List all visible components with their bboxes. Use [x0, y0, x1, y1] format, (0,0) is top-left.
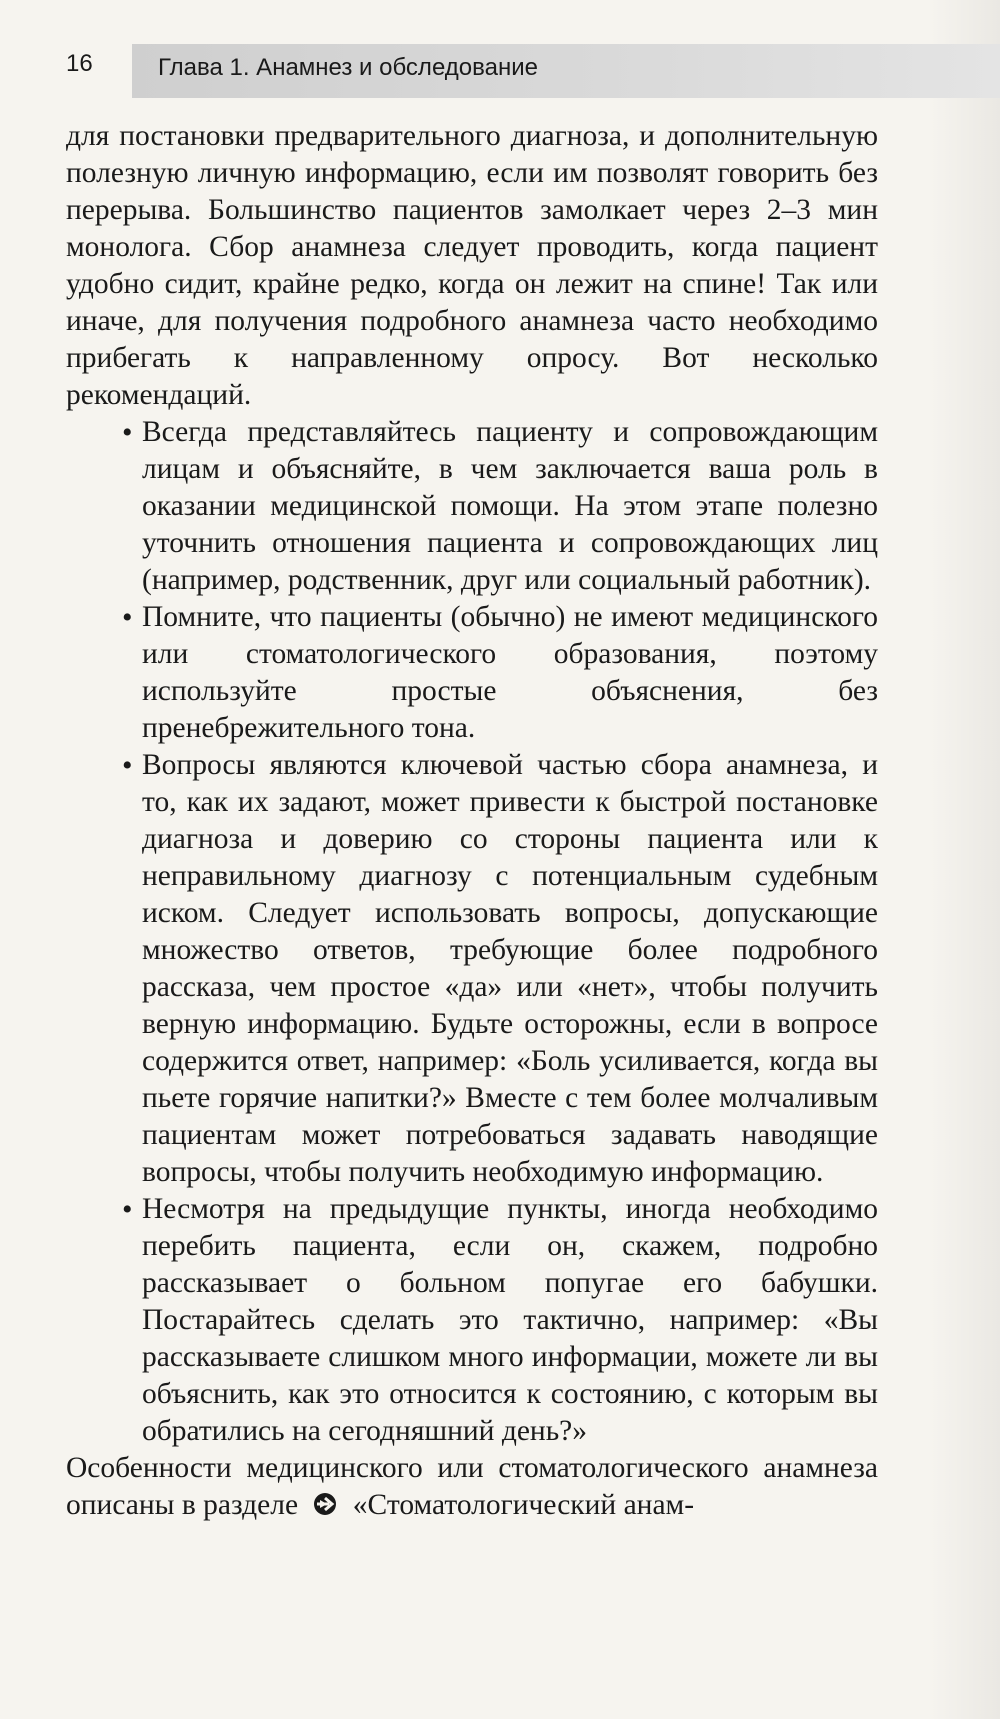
bullet-icon: • — [122, 749, 133, 782]
list-item — [66, 1191, 878, 1450]
bullet-icon: • — [122, 1193, 133, 1226]
header-band — [132, 44, 1000, 98]
page-edge-shadow — [930, 0, 1000, 1719]
running-title: Глава 1. Анамнез и обследование — [158, 54, 538, 81]
bullet-icon: • — [122, 601, 133, 634]
list-item-text: Несмотря на предыдущие пункты, иногда необходимо перебить пациента, если он, скажем, подробно рассказывает о больном попугае его бабушки. Постарайтесь сделать это тактично, например: «Вы рассказываете слишком много информации, можете ли вы объяснить, как это относится к состоянию, с которым вы обратились на сегодняшний день?» — [142, 1193, 878, 1447]
recommendation-list — [66, 414, 878, 1450]
page-number: 16 — [66, 50, 93, 77]
list-item-text: Помните, что пациенты (обычно) не имеют медицинского или стоматологического образования, поэтому используйте простые объяснения, без пренебрежительного тона. — [142, 601, 878, 744]
list-item — [66, 414, 878, 599]
intro-paragraph: для постановки предварительного диагноза, и дополнительную полезную личную информацию, если им позволят говорить без перерыва. Большинство пациентов замолкает через 2–3 мин монолога. Сбор анамнеза следует проводить, когда пациент удобно сидит, крайне редко, когда он лежит на спине! Так или иначе, для получения подробного анамнеза часто необходимо прибегать к направленному опросу. Вот несколько рекомендаций. — [66, 120, 878, 411]
list-item-text: Всегда представляйтесь пациенту и сопровождающим лицам и объясняйте, в чем заключается ваша роль в оказании медицинской помощи. На этом этапе полезно уточнить отношения пациента и сопровождающих лиц (например, родственник, друг или социальный работник). — [142, 416, 878, 596]
closing-paragraph — [66, 1450, 878, 1524]
closing-text-start: Особенности медицинского или стоматологического анамнеза описаны в разделе — [66, 1452, 878, 1521]
cross-reference-arrow-icon — [311, 1490, 339, 1518]
list-item-text: Вопросы являются ключевой частью сбора анамнеза, и то, как их задают, может привести к быстрой постановке диагноза и доверию со стороны пациента или к неправильному диагнозу с потенциальным судебным иском. Следует использовать вопросы, допускающие множество ответов, требующие более подробного рассказа, чем простое «да» или «нет», чтобы получить верную информацию. Будьте осторожны, если в вопросе содержится ответ, например: «Боль усиливается, когда вы пьете горячие напитки?» Вместе с тем более молчаливым пациентам может потребоваться задавать наводящие вопросы, чтобы получить необходимую информацию. — [142, 749, 878, 1188]
bullet-icon: • — [122, 416, 133, 449]
list-item — [66, 747, 878, 1191]
running-header — [66, 44, 1000, 98]
closing-text-end: «Стоматологический анам- — [352, 1489, 695, 1521]
body-text — [66, 118, 878, 1524]
list-item — [66, 599, 878, 747]
